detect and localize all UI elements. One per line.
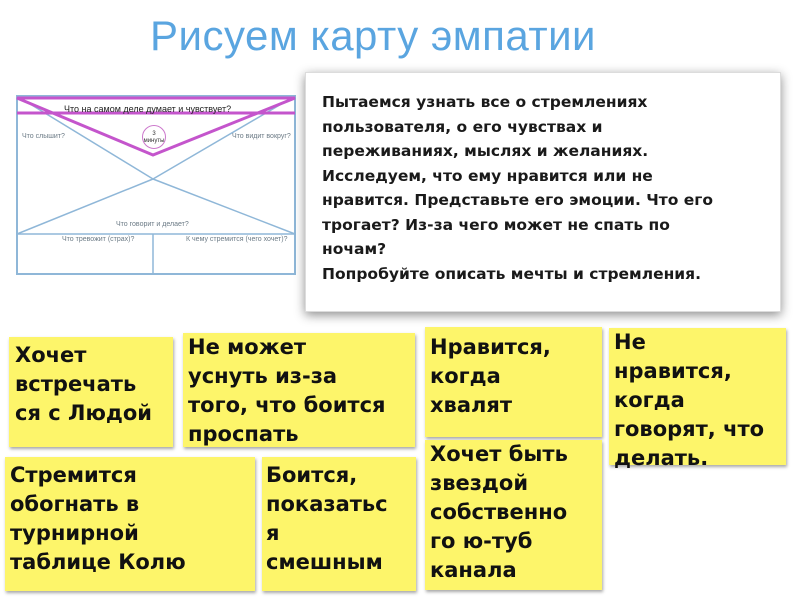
map-label-hear: Что слышит?: [22, 133, 65, 140]
empathy-map-template: [16, 95, 296, 275]
sticky-note-star[interactable]: Хочет быть звездой собственно го ю-туб канала: [425, 440, 602, 590]
sticky-note-meet[interactable]: Хочет встречать ся с Людой: [9, 337, 173, 447]
map-label-pain: Что тревожит (страх)?: [62, 236, 135, 243]
map-label-gain: К чему стремится (чего хочет)?: [186, 236, 288, 243]
sticky-note-funny[interactable]: Боится, показатьс я смешным: [262, 457, 416, 591]
map-label-think-feel: Что на самом деле думает и чувствует?: [64, 104, 232, 114]
map-timer-unit: минуты: [143, 138, 165, 144]
instruction-card: [305, 72, 781, 312]
sticky-note-sleep[interactable]: Не может уснуть из-за того, что боится проспать: [183, 333, 415, 447]
sticky-note-dislike[interactable]: Не нравится, когда говорят, что делать.: [609, 328, 786, 465]
empathy-map-drawing: [16, 95, 296, 275]
map-label-say-do: Что говорит и делает?: [116, 221, 189, 228]
map-label-see: Что видит вокруг?: [232, 133, 291, 140]
map-timer-number: 3: [152, 131, 156, 137]
instruction-text: Пытаемся узнать все о стремлениях пользователя, о его чувствах и переживаниях, мыслях и желаниях. Исследуем, что ему нравится или не нравится. Представьте его эмоции. Что его трогает? Из-за чего может не спать по ночам? Попробуйте описать мечты и стремления.: [322, 93, 714, 283]
sticky-note-overtake[interactable]: Стремится обогнать в турнирной таблице Колю: [5, 457, 255, 591]
sticky-note-praise[interactable]: Нравится, когда хвалят: [425, 327, 602, 437]
map-timer-circle: [142, 125, 166, 149]
page-title: Рисуем карту эмпатии: [150, 12, 597, 59]
